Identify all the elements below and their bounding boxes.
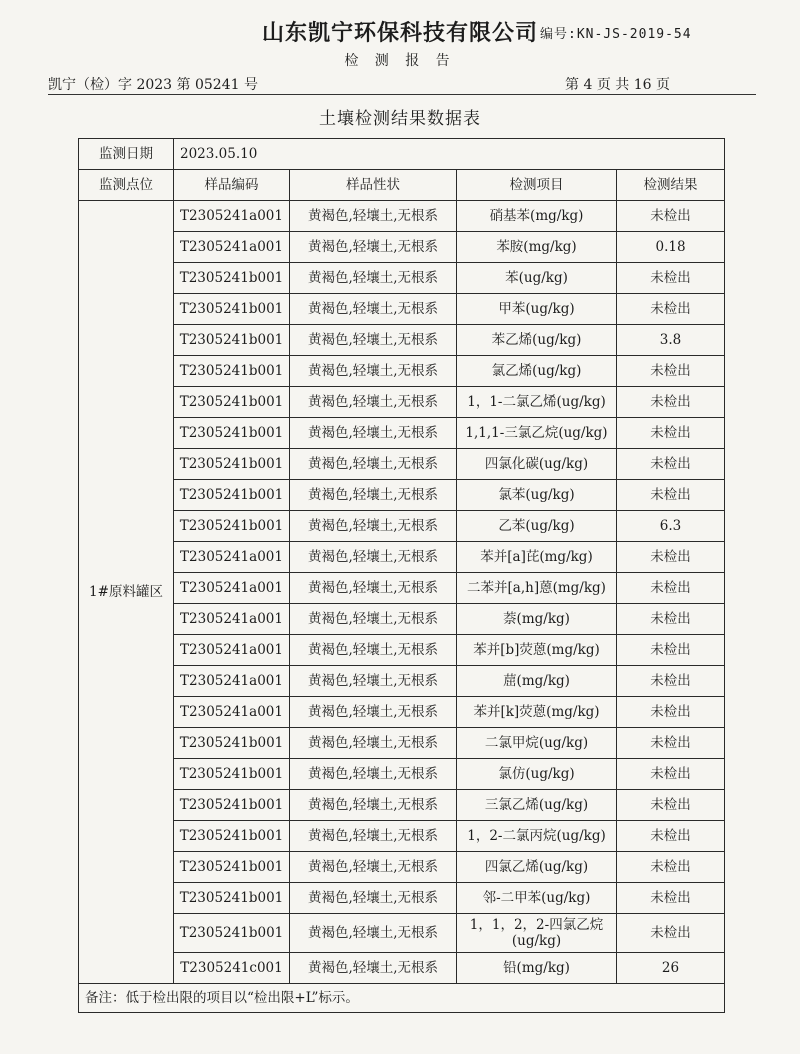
item-cell: 1，2-二氯丙烷(ug/kg) <box>457 821 617 852</box>
code-cell: T2305241b001 <box>174 728 290 759</box>
result-cell: 未检出 <box>617 449 725 480</box>
appearance-cell: 黄褐色,轻壤土,无根系 <box>290 201 457 232</box>
item-cell: 甲苯(ug/kg) <box>457 294 617 325</box>
table-row <box>79 914 725 953</box>
table-row <box>79 356 725 387</box>
table-row <box>79 294 725 325</box>
code-cell: T2305241b001 <box>174 914 290 953</box>
result-cell: 0.18 <box>617 232 725 263</box>
table-title: 土壤检测结果数据表 <box>319 109 481 129</box>
date-label: 监测日期 <box>79 139 174 170</box>
code-cell: T2305241b001 <box>174 511 290 542</box>
item-cell: 苯(ug/kg) <box>457 263 617 294</box>
appearance-cell: 黄褐色,轻壤土,无根系 <box>290 790 457 821</box>
table-row <box>79 325 725 356</box>
table-row <box>79 953 725 984</box>
table-row <box>79 604 725 635</box>
table-row <box>79 697 725 728</box>
table-row <box>79 480 725 511</box>
appearance-cell: 黄褐色,轻壤土,无根系 <box>290 356 457 387</box>
item-cell: 氯仿(ug/kg) <box>457 759 617 790</box>
result-cell: 未检出 <box>617 728 725 759</box>
appearance-cell: 黄褐色,轻壤土,无根系 <box>290 542 457 573</box>
date-row <box>79 139 725 170</box>
code-cell: T2305241b001 <box>174 263 290 294</box>
note-text: 备注：低于检出限的项目以“检出限+L”标示。 <box>79 984 725 1013</box>
code-cell: T2305241b001 <box>174 790 290 821</box>
table-row <box>79 232 725 263</box>
item-cell: 萘(mg/kg) <box>457 604 617 635</box>
code-cell: T2305241b001 <box>174 480 290 511</box>
table-row <box>79 387 725 418</box>
code-cell: T2305241a001 <box>174 542 290 573</box>
result-cell: 未检出 <box>617 697 725 728</box>
appearance-cell: 黄褐色,轻壤土,无根系 <box>290 449 457 480</box>
code-cell: T2305241a001 <box>174 635 290 666</box>
result-cell: 未检出 <box>617 790 725 821</box>
appearance-cell: 黄褐色,轻壤土,无根系 <box>290 573 457 604</box>
item-cell: 1，1，2，2-四氯乙烷(ug/kg) <box>457 914 617 953</box>
result-cell: 6.3 <box>617 511 725 542</box>
result-cell: 未检出 <box>617 480 725 511</box>
table-row <box>79 759 725 790</box>
code-cell: T2305241c001 <box>174 953 290 984</box>
result-cell: 未检出 <box>617 294 725 325</box>
page-info: 第 4 页 共 16 页 <box>565 77 670 93</box>
column-header: 监测点位 <box>79 170 174 201</box>
code-cell: T2305241b001 <box>174 387 290 418</box>
result-cell: 未检出 <box>617 821 725 852</box>
item-cell: 1,1,1-三氯乙烷(ug/kg) <box>457 418 617 449</box>
header-row <box>79 170 725 201</box>
table-row <box>79 666 725 697</box>
code-cell: T2305241a001 <box>174 201 290 232</box>
document-number: 编号:KN-JS-2019-54 <box>540 27 692 42</box>
code-cell: T2305241a001 <box>174 573 290 604</box>
location-cell: 1#原料罐区 <box>79 201 174 984</box>
results-table <box>78 138 725 1013</box>
appearance-cell: 黄褐色,轻壤土,无根系 <box>290 263 457 294</box>
item-cell: 䓛(mg/kg) <box>457 666 617 697</box>
result-cell: 未检出 <box>617 201 725 232</box>
item-cell: 苯并[a]芘(mg/kg) <box>457 542 617 573</box>
table-row <box>79 635 725 666</box>
appearance-cell: 黄褐色,轻壤土,无根系 <box>290 759 457 790</box>
appearance-cell: 黄褐色,轻壤土,无根系 <box>290 294 457 325</box>
code-cell: T2305241b001 <box>174 759 290 790</box>
item-cell: 氯乙烯(ug/kg) <box>457 356 617 387</box>
item-cell: 苯乙烯(ug/kg) <box>457 325 617 356</box>
item-cell: 铅(mg/kg) <box>457 953 617 984</box>
table-row <box>79 573 725 604</box>
table-row <box>79 728 725 759</box>
result-cell: 未检出 <box>617 573 725 604</box>
company-header <box>0 16 800 47</box>
item-cell: 苯胺(mg/kg) <box>457 232 617 263</box>
item-cell: 四氯化碳(ug/kg) <box>457 449 617 480</box>
item-cell: 邻-二甲苯(ug/kg) <box>457 883 617 914</box>
code-cell: T2305241a001 <box>174 232 290 263</box>
result-cell: 未检出 <box>617 542 725 573</box>
table-row <box>79 883 725 914</box>
table-row <box>79 418 725 449</box>
item-cell: 氯苯(ug/kg) <box>457 480 617 511</box>
item-cell: 二氯甲烷(ug/kg) <box>457 728 617 759</box>
result-cell: 3.8 <box>617 325 725 356</box>
result-cell: 未检出 <box>617 852 725 883</box>
code-cell: T2305241b001 <box>174 356 290 387</box>
appearance-cell: 黄褐色,轻壤土,无根系 <box>290 728 457 759</box>
appearance-cell: 黄褐色,轻壤土,无根系 <box>290 511 457 542</box>
table-row <box>79 511 725 542</box>
item-cell: 二苯并[a,h]蒽(mg/kg) <box>457 573 617 604</box>
date-value: 2023.05.10 <box>174 139 725 170</box>
column-header: 检测结果 <box>617 170 725 201</box>
column-header: 样品编码 <box>174 170 290 201</box>
column-header: 检测项目 <box>457 170 617 201</box>
appearance-cell: 黄褐色,轻壤土,无根系 <box>290 914 457 953</box>
appearance-cell: 黄褐色,轻壤土,无根系 <box>290 852 457 883</box>
result-cell: 未检出 <box>617 604 725 635</box>
code-cell: T2305241b001 <box>174 294 290 325</box>
code-cell: T2305241b001 <box>174 883 290 914</box>
result-cell: 未检出 <box>617 418 725 449</box>
item-cell: 四氯乙烯(ug/kg) <box>457 852 617 883</box>
table-row <box>79 821 725 852</box>
table-row <box>79 542 725 573</box>
code-cell: T2305241a001 <box>174 604 290 635</box>
item-cell: 乙苯(ug/kg) <box>457 511 617 542</box>
appearance-cell: 黄褐色,轻壤土,无根系 <box>290 635 457 666</box>
appearance-cell: 黄褐色,轻壤土,无根系 <box>290 387 457 418</box>
reference-line <box>48 74 670 94</box>
header-rule <box>48 94 756 95</box>
result-cell: 未检出 <box>617 635 725 666</box>
code-cell: T2305241b001 <box>174 449 290 480</box>
result-cell: 未检出 <box>617 883 725 914</box>
appearance-cell: 黄褐色,轻壤土,无根系 <box>290 953 457 984</box>
appearance-cell: 黄褐色,轻壤土,无根系 <box>290 480 457 511</box>
table-row <box>79 790 725 821</box>
code-cell: T2305241b001 <box>174 852 290 883</box>
appearance-cell: 黄褐色,轻壤土,无根系 <box>290 666 457 697</box>
item-cell: 三氯乙烯(ug/kg) <box>457 790 617 821</box>
appearance-cell: 黄褐色,轻壤土,无根系 <box>290 418 457 449</box>
result-cell: 26 <box>617 953 725 984</box>
code-cell: T2305241b001 <box>174 821 290 852</box>
code-cell: T2305241b001 <box>174 325 290 356</box>
result-cell: 未检出 <box>617 356 725 387</box>
company-name: 山东凯宁环保科技有限公司 <box>261 20 538 46</box>
appearance-cell: 黄褐色,轻壤土,无根系 <box>290 821 457 852</box>
result-cell: 未检出 <box>617 759 725 790</box>
table-row <box>79 449 725 480</box>
item-cell: 1，1-二氯乙烯(ug/kg) <box>457 387 617 418</box>
appearance-cell: 黄褐色,轻壤土,无根系 <box>290 883 457 914</box>
item-cell: 苯并[k]荧蒽(mg/kg) <box>457 697 617 728</box>
report-reference: 凯宁（检）字 2023 第 05241 号 <box>48 77 258 93</box>
table-row <box>79 263 725 294</box>
appearance-cell: 黄褐色,轻壤土,无根系 <box>290 325 457 356</box>
item-cell: 苯并[b]荧蒽(mg/kg) <box>457 635 617 666</box>
code-cell: T2305241a001 <box>174 666 290 697</box>
note-row <box>79 984 725 1013</box>
column-header: 样品性状 <box>290 170 457 201</box>
table-row <box>79 201 725 232</box>
result-cell: 未检出 <box>617 263 725 294</box>
table-row <box>79 852 725 883</box>
code-cell: T2305241a001 <box>174 697 290 728</box>
appearance-cell: 黄褐色,轻壤土,无根系 <box>290 604 457 635</box>
appearance-cell: 黄褐色,轻壤土,无根系 <box>290 697 457 728</box>
result-cell: 未检出 <box>617 914 725 953</box>
result-cell: 未检出 <box>617 387 725 418</box>
appearance-cell: 黄褐色,轻壤土,无根系 <box>290 232 457 263</box>
report-type: 检 测 报 告 <box>344 53 456 69</box>
item-cell: 硝基苯(mg/kg) <box>457 201 617 232</box>
code-cell: T2305241b001 <box>174 418 290 449</box>
result-cell: 未检出 <box>617 666 725 697</box>
